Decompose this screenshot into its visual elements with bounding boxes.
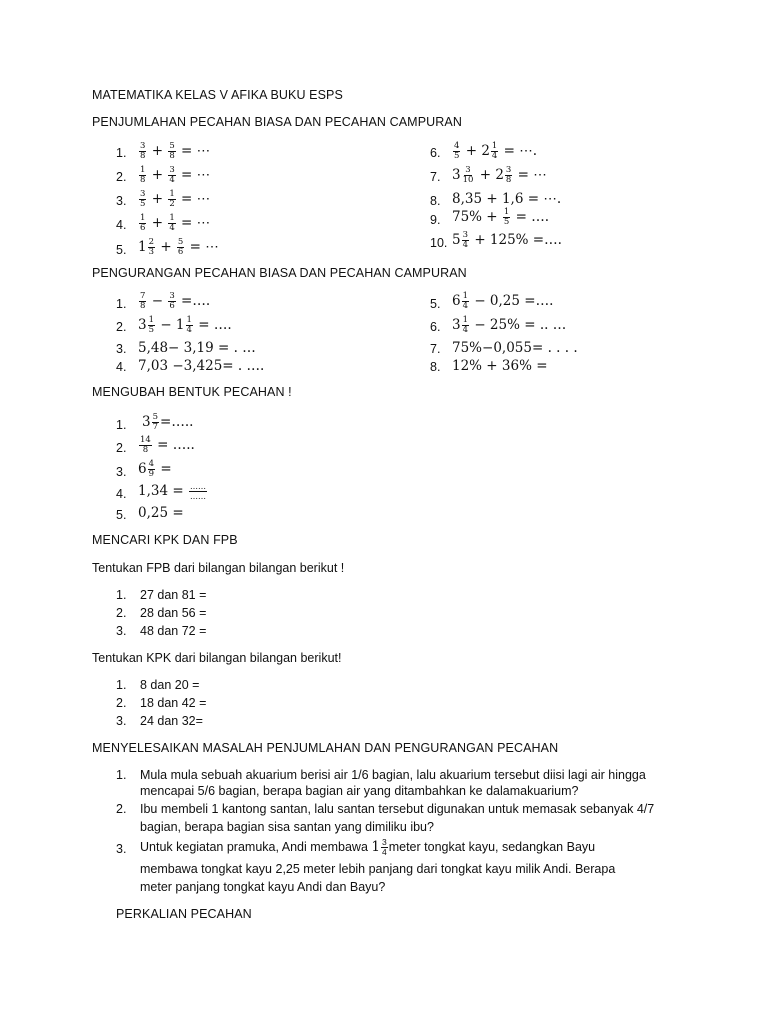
fpb-problem-3: 48 dan 72 = [140,624,207,638]
item-number: 7. [430,342,441,356]
item-number: 7. [430,170,441,184]
item-number: 3. [116,465,127,479]
fpb-problem-2: 28 dan 56 = [140,606,207,620]
section-heading-word-problems: MENYELESAIKAN MASALAH PENJUMLAHAN DAN PENGURANGAN PECAHAN [92,741,559,755]
subtraction-problem-5: 6 $\frac{1}{4}$ − 0,25 =…. [452,291,554,311]
item-number: 4. [116,360,127,374]
item-number: 1. [116,588,127,602]
item-number: 3. [116,342,127,356]
item-number: 1. [116,418,127,432]
item-number: 4. [116,218,127,232]
document-title: MATEMATIKA KELAS V AFIKA BUKU ESPS [92,88,343,102]
word-problem-2-line-1: Ibu membeli 1 kantong santan, lalu santan tersebut digunakan untuk memasak sebanyak 4/7 [140,802,655,816]
item-number: 2. [116,320,127,334]
item-number: 1. [116,678,127,692]
convert-problem-5: 0,25 = [138,505,184,521]
addition-problem-4: $\frac{1}{6}$ + $\frac{1}{4}$ = ⋯ [140,213,211,233]
word-problem-1-line-2: mencapai 5/6 bagian, berapa bagian air yang ditambahkan ke dalamakuarium? [140,784,579,798]
item-number: 2. [116,696,127,710]
item-number: 1. [116,768,127,782]
convert-problem-1: 3 $\frac{5}{7}$ =….. [142,412,194,432]
addition-problem-5: 1 $\frac{2}{3}$ + $\frac{5}{6}$ = ⋯ [138,237,219,257]
item-number: 10. [430,236,448,250]
item-number: 8. [430,360,441,374]
subtraction-problem-2: 3 $\frac{1}{5}$ − 1 $\frac{1}{4}$ = …. [138,315,232,335]
item-number: 5. [116,243,127,257]
item-number: 5. [430,297,441,311]
item-number: 2. [116,170,127,184]
item-number: 8. [430,194,441,208]
addition-problem-2: $\frac{1}{8}$ + $\frac{3}{4}$ = ⋯ [140,165,211,185]
kpk-problem-1: 8 dan 20 = [140,678,200,692]
addition-problem-8: 8,35 + 1,6 = ⋯. [452,191,562,207]
subtraction-problem-7: 75%−0,055= . . . . [452,340,578,356]
convert-problem-2: $\frac{14}{8}$ = ….. [140,435,195,455]
item-number: 2. [116,802,127,816]
item-number: 4. [116,487,127,501]
item-number: 2. [116,441,127,455]
addition-problem-10: 5 $\frac{3}{4}$ + 125% =…. [452,230,562,250]
item-number: 9. [430,213,441,227]
item-number: 1. [116,146,127,160]
section-heading-convert: MENGUBAH BENTUK PECAHAN ! [92,385,292,399]
item-number: 3. [116,842,127,856]
addition-problem-7: 3 $\frac{3}{10}$ + 2 $\frac{3}{8}$ = ⋯ [452,165,547,185]
section-heading-addition: PENJUMLAHAN PECAHAN BIASA DAN PECAHAN CAMPURAN [92,115,462,129]
subtraction-problem-1: $\frac{7}{8}$ − $\frac{3}{6}$ =…. [140,291,211,311]
item-number: 6. [430,146,441,160]
word-problem-2-line-2: bagian, berapa bagian sisa santan yang dimiliku ibu? [140,820,434,834]
subtraction-problem-4: 7,03 −3,425= . …. [138,358,265,374]
item-number: 5. [116,508,127,522]
word-problem-3-line-3: meter panjang tongkat kayu Andi dan Bayu? [140,880,386,894]
addition-problem-9: 75% + $\frac{1}{5}$ = …. [452,207,550,227]
item-number: 1. [116,297,127,311]
subtraction-problem-6: 3 $\frac{1}{4}$ − 25% = .. … [452,315,567,335]
item-number: 6. [430,320,441,334]
section-heading-subtraction: PENGURANGAN PECAHAN BIASA DAN PECAHAN CAMPURAN [92,266,467,280]
subtraction-problem-8: 12% + 36% = [452,358,548,374]
addition-problem-3: $\frac{3}{5}$ + $\frac{1}{2}$ = ⋯ [140,189,211,209]
item-number: 3. [116,624,127,638]
word-problem-3-line-1: Untuk kegiatan pramuka, Andi membawa 1 $\frac{3}{4}$ meter tongkat kayu, sedangkan Bayu [140,837,596,857]
item-number: 3. [116,714,127,728]
convert-problem-3: 6 $\frac{4}{9}$ = [138,459,172,479]
addition-problem-1: $\frac{3}{8}$ + $\frac{5}{8}$ = ⋯ [140,141,211,161]
fpb-problem-1: 27 dan 81 = [140,588,207,602]
item-number: 3. [116,194,127,208]
convert-problem-4: 1,34 = $\frac{\dots\dots}{\dots\dots}$ [138,482,206,501]
word-problem-3-line-2: membawa tongkat kayu 2,25 meter lebih panjang dari tongkat kayu milik Andi. Berapa [140,862,616,876]
kpk-instruction: Tentukan KPK dari bilangan bilangan berikut! [92,651,342,665]
item-number: 2. [116,606,127,620]
kpk-problem-2: 18 dan 42 = [140,696,207,710]
kpk-problem-3: 24 dan 32= [140,714,203,728]
subtraction-problem-3: 5,48− 3,19 = . … [138,340,256,356]
addition-problem-6: $\frac{4}{5}$ + 2 $\frac{1}{4}$ = ⋯. [454,141,538,161]
word-problem-1-line-1: Mula mula sebuah akuarium berisi air 1/6 bagian, lalu akuarium tersebut diisi lagi air hingga [140,768,646,782]
fpb-instruction: Tentukan FPB dari bilangan bilangan berikut ! [92,561,345,575]
section-heading-kpk-fpb: MENCARI KPK DAN FPB [92,533,238,547]
section-heading-multiplication: PERKALIAN PECAHAN [116,907,252,921]
